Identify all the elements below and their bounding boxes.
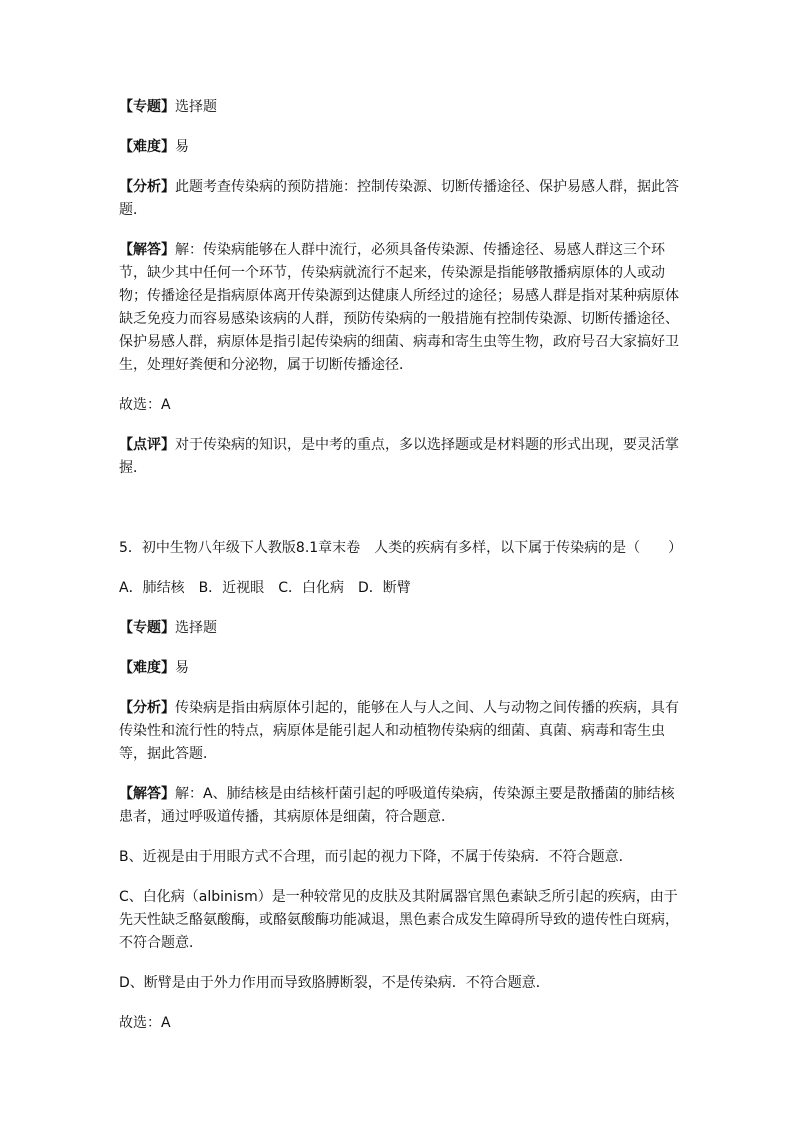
analysis-tag: 【分析】	[119, 700, 175, 716]
option-d: D．断臂	[357, 580, 411, 596]
answer-line-c: C、白化病（albinism）是一种较常见的皮肤及其附属器官黑色素缺乏所引起的疾病，由于先天性缺乏酪氨酸酶，或酪氨酸酶功能减退，黑色素合成发生障碍所导致的遗传性白斑病，不符合题意．	[119, 889, 679, 951]
option-c: C．白化病	[278, 580, 344, 596]
difficulty-tag: 【难度】	[119, 660, 175, 676]
answer-paragraph	[119, 783, 687, 829]
difficulty-value: 易	[175, 660, 189, 676]
difficulty-tag: 【难度】	[119, 139, 175, 155]
comment-tag: 【点评】	[119, 437, 175, 453]
section-gap	[119, 497, 687, 537]
answer-line-b: B、近视是由于用眼方式不合理，而引起的视力下降，不属于传染病．不符合题意．	[119, 849, 633, 865]
option-a: A．肺结核	[119, 580, 185, 596]
answer-tag: 【解答】	[119, 786, 175, 802]
difficulty-line	[119, 136, 687, 159]
comment-text: 对于传染病的知识，是中考的重点，多以选择题或是材料题的形式出现，要灵活掌握．	[119, 437, 679, 476]
answer-text: 解：A、肺结核是由结核杆菌引起的呼吸道传染病，传染源主要是散播菌的肺结核患者，通过呼吸道传播，其病原体是细菌，符合题意．	[119, 786, 675, 825]
topic-tag: 【专题】	[119, 620, 175, 636]
topic-line	[119, 96, 687, 119]
topic-line	[119, 617, 687, 640]
choice-line: 故选：A	[119, 1015, 171, 1031]
difficulty-value: 易	[175, 139, 189, 155]
option-b: B．近视眼	[198, 580, 265, 596]
topic-value: 选择题	[175, 620, 217, 636]
document-page	[119, 96, 687, 1052]
topic-tag: 【专题】	[119, 99, 175, 115]
difficulty-line	[119, 657, 687, 680]
answer-tag: 【解答】	[119, 242, 175, 258]
analysis-paragraph	[119, 697, 687, 766]
analysis-text: 此题考查传染病的预防措施：控制传染源、切断传播途径、保护易感人群，据此答题．	[119, 179, 679, 218]
answer-text: 解：传染病能够在人群中流行，必须具备传染源、传播途径、易感人群这三个环节，缺少其中任何一个环节，传染病就流行不起来，传染源是指能够散播病原体的人或动物；传播途径是指病原体离开传染源到达健康人所经过的途径；易感人群是指对某种病原体缺乏免疫力而容易感染该病的人群，预防传染病的一般措施有控制传染源、切断传播途径、保护易感人群，病原体是指引起传染病的细菌、病毒和寄生虫等生物，政府号召大家搞好卫生，处理好粪便和分泌物，属于切断传播途径．	[119, 242, 679, 373]
answer-line-d: D、断臂是由于外力作用而导致胳膊断裂，不是传染病．不符合题意．	[119, 975, 550, 991]
analysis-tag: 【分析】	[119, 179, 175, 195]
answer-paragraph	[119, 239, 687, 377]
choice-line: 故选：A	[119, 397, 171, 413]
question-stem: 5．初中生物八年级下人教版8.1章末卷 人类的疾病有多样，以下属于传染病的是（ ）	[119, 540, 683, 556]
comment-paragraph	[119, 434, 687, 480]
analysis-text: 传染病是指由病原体引起的，能够在人与人之间、人与动物之间传播的疾病，具有传染性和流行性的特点，病原体是能引起人和动植物传染病的细菌、真菌、病毒和寄生虫等，据此答题．	[119, 700, 679, 762]
question-options	[119, 577, 687, 600]
analysis-paragraph	[119, 176, 687, 222]
topic-value: 选择题	[175, 99, 217, 115]
